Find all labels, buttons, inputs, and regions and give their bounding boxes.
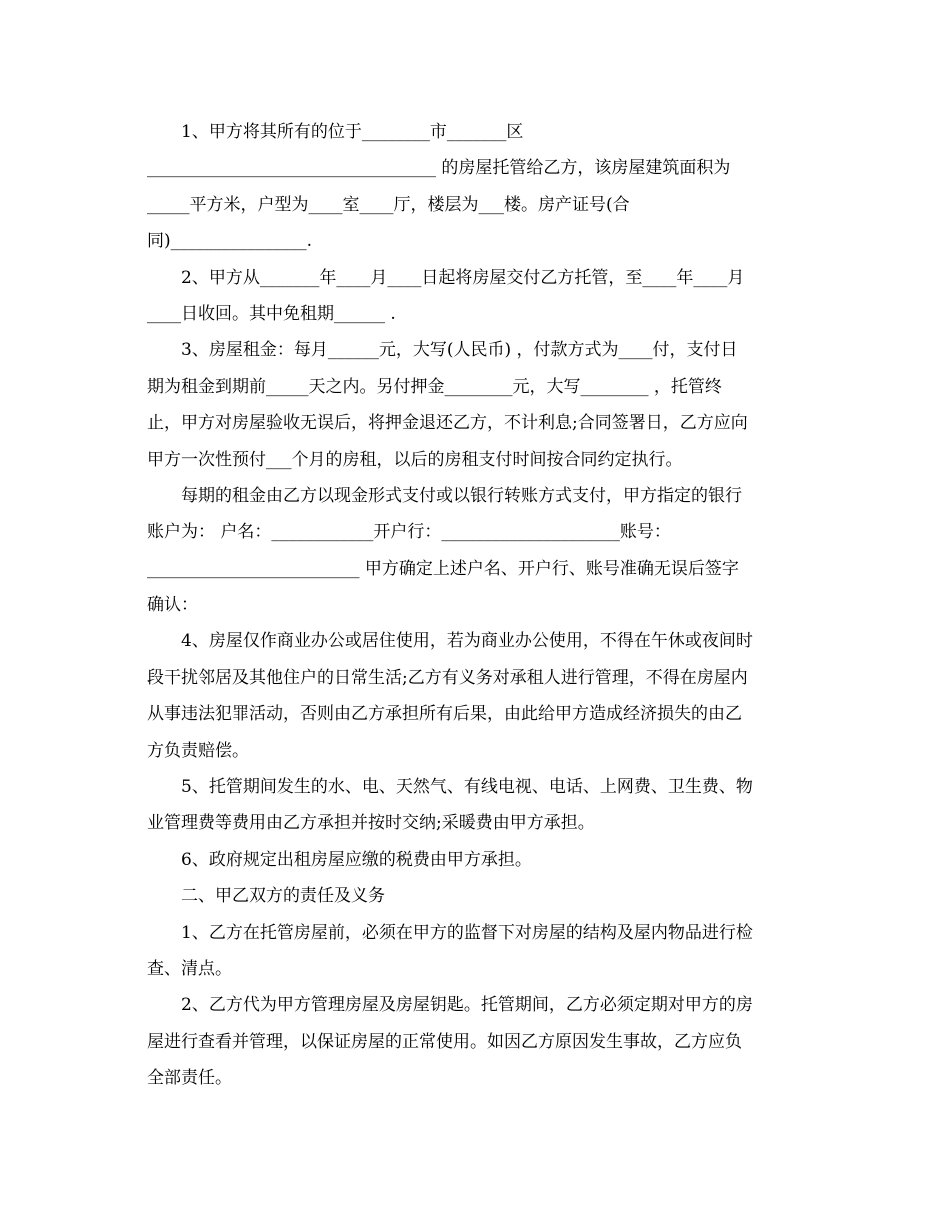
text-line: ____日收回。其中免租期______ . xyxy=(147,303,396,324)
text-line: 1、甲方将其所有的位于________市_______区 xyxy=(181,122,524,142)
text-line: 2、甲方从_______年____月____日起将房屋交付乙方托管，至____年____月 xyxy=(181,267,745,288)
text-line: 全部责任。 xyxy=(147,1068,232,1089)
document-body xyxy=(147,114,807,1097)
text-line: __________________________________ 的房屋托管给乙方，该房屋建筑面积为 xyxy=(147,158,731,179)
text-line: 确认： xyxy=(147,595,198,616)
text-line: 二、甲乙双方的责任及义务 xyxy=(181,886,385,907)
text-line: 段干扰邻居及其他住户的日常生活;乙方有义务对承租人进行管理，不得在房屋内 xyxy=(147,667,748,688)
text-line: 从事违法犯罪活动，否则由乙方承担所有后果，由此给甲方造成经济损失的由乙 xyxy=(147,704,742,725)
text-line: 5、托管期间发生的水、电、天然气、有线电视、电话、上网费、卫生费、物 xyxy=(181,777,753,798)
text-line: 每期的租金由乙方以现金形式支付或以银行转账方式支付，甲方指定的银行 xyxy=(181,485,742,506)
text-line: 3、房屋租金：每月______元，大写(人民币) ，付款方式为____付，支付日 xyxy=(181,340,738,361)
text-line: 4、房屋仅作商业办公或居住使用，若为商业办公使用，不得在午休或夜间时 xyxy=(181,631,753,652)
text-line: _________________________ 甲方确定上述户名、开户行、账号准确无误后签字 xyxy=(147,558,739,579)
text-line: _____平方米，户型为____室____厅，楼层为___楼。房产证号(合 xyxy=(147,194,630,215)
text-line: 2、乙方代为甲方管理房屋及房屋钥匙。托管期间，乙方必须定期对甲方的房 xyxy=(181,995,753,1016)
text-line: 方负责赔偿。 xyxy=(147,740,249,761)
text-line: 查、清点。 xyxy=(147,958,232,979)
text-line: 6、政府规定出租房屋应缴的税费由甲方承担。 xyxy=(181,849,532,870)
text-line: 止，甲方对房屋验收无误后，将押金退还乙方，不计利息;合同签署日，乙方应向 xyxy=(147,413,748,434)
text-line: 业管理费等费用由乙方承担并按时交纳;采暖费由甲方承担。 xyxy=(147,813,595,834)
text-line: 1、乙方在托管房屋前，必须在甲方的监督下对房屋的结构及屋内物品进行检 xyxy=(181,922,753,943)
text-line: 甲方一次性预付___个月的房租，以后的房租支付时间按合同约定执行。 xyxy=(147,449,683,470)
text-line: 同)________________. xyxy=(147,231,313,252)
text-line: 屋进行查看并管理，以保证房屋的正常使用。如因乙方原因发生事故，乙方应负 xyxy=(147,1031,742,1052)
text-line: 账户为： 户名：____________开户行：_____________________账号： xyxy=(147,522,671,543)
text-line: 期为租金到期前_____天之内。另付押金________元，大写________ ，托管终 xyxy=(147,376,722,397)
